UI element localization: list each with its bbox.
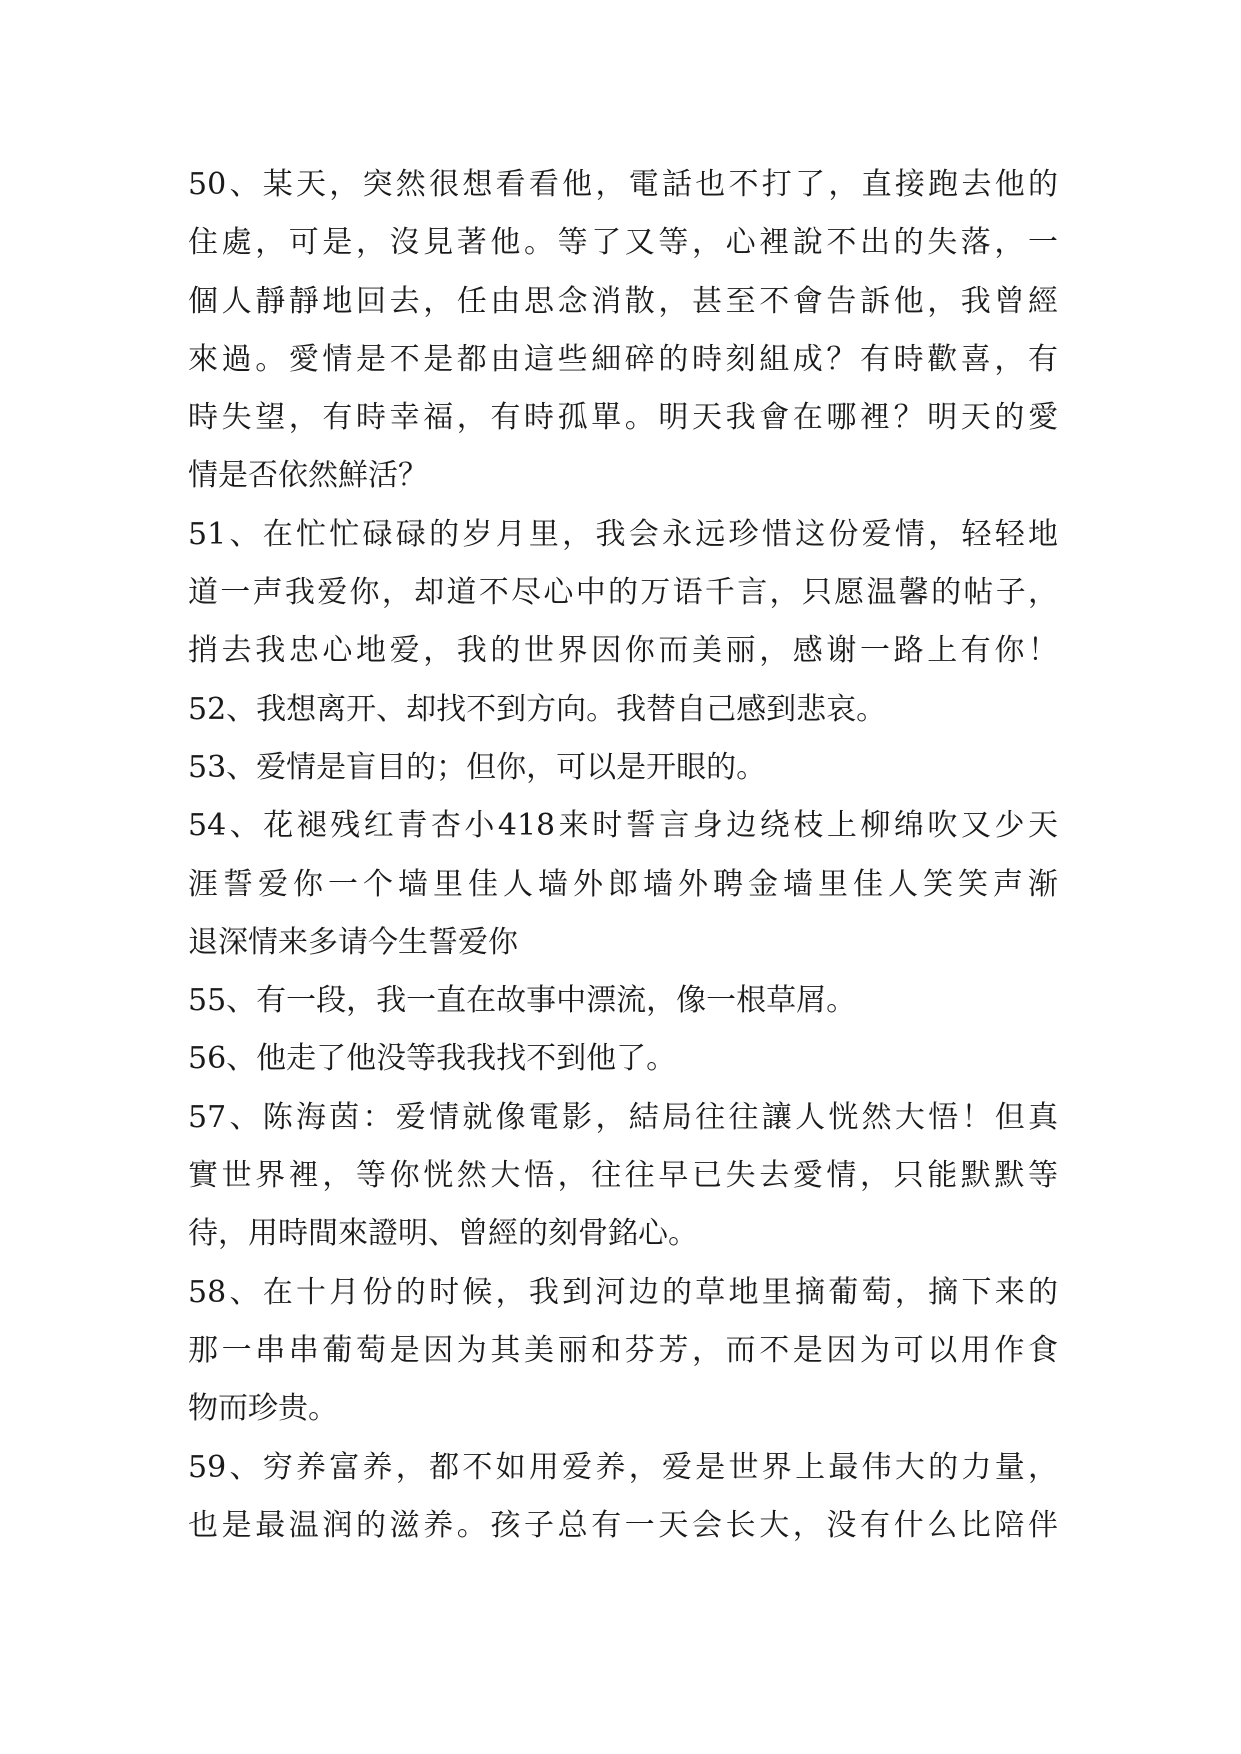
text-line: 退深情来多请今生誓爱你 (188, 924, 518, 960)
text-line: 時失望，有時幸福，有時孤單。明天我會在哪裡？明天的愛 (188, 400, 1058, 436)
text-line: 來過。愛情是不是都由這些細碎的時刻組成？有時歡喜，有 (188, 341, 1058, 377)
text-line: 個人靜靜地回去，任由思念消散，甚至不會告訴他，我曾經 (188, 283, 1058, 319)
text-line: 實世界裡，等你恍然大悟，往往早已失去愛情，只能默默等 (188, 1158, 1058, 1194)
text-line: 也是最温润的滋养。孩子总有一天会长大，没有什么比陪伴 (188, 1507, 1058, 1543)
text-line: 道一声我爱你，却道不尽心中的万语千言，只愿温馨的帖子， (188, 575, 1058, 611)
text-line: 53、爱情是盲目的；但你，可以是开眼的。 (188, 749, 767, 785)
text-line: 56、他走了他没等我我找不到他了。 (188, 1041, 677, 1077)
text-line: 54、花褪残红青杏小418来时誓言身边绕枝上柳绵吹又少天 (188, 808, 1058, 844)
text-line: 物而珍贵。 (188, 1391, 338, 1427)
text-line: 捎去我忠心地爱，我的世界因你而美丽，感谢一路上有你！ (188, 633, 1058, 669)
text-line: 那一串串葡萄是因为其美丽和芬芳，而不是因为可以用作食 (188, 1332, 1058, 1368)
text-line: 待，用時間來證明、曾經的刻骨銘心。 (188, 1216, 698, 1252)
text-line: 情是否依然鮮活？ (188, 458, 428, 494)
text-line: 59、穷养富养，都不如用爱养，爱是世界上最伟大的力量， (188, 1449, 1058, 1485)
document-body (188, 156, 1058, 1555)
text-line: 51、在忙忙碌碌的岁月里，我会永远珍惜这份爱情，轻轻地 (188, 516, 1058, 552)
text-line: 涯誓爱你一个墙里佳人墙外郎墙外聘金墙里佳人笑笑声渐 (188, 866, 1058, 902)
text-line: 50、某天，突然很想看看他，電話也不打了，直接跑去他的 (188, 167, 1058, 202)
text-line: 住處，可是，沒見著他。等了又等，心裡說不出的失落，一 (188, 225, 1058, 261)
text-line: 58、在十月份的时候，我到河边的草地里摘葡萄，摘下来的 (188, 1274, 1058, 1310)
text-line: 55、有一段，我一直在故事中漂流，像一根草屑。 (188, 983, 857, 1019)
text-line: 57、陈海茵：爱情就像電影，結局往往讓人恍然大悟！但真 (188, 1099, 1058, 1135)
text-line: 52、我想离开、却找不到方向。我替自己感到悲哀。 (188, 691, 887, 727)
